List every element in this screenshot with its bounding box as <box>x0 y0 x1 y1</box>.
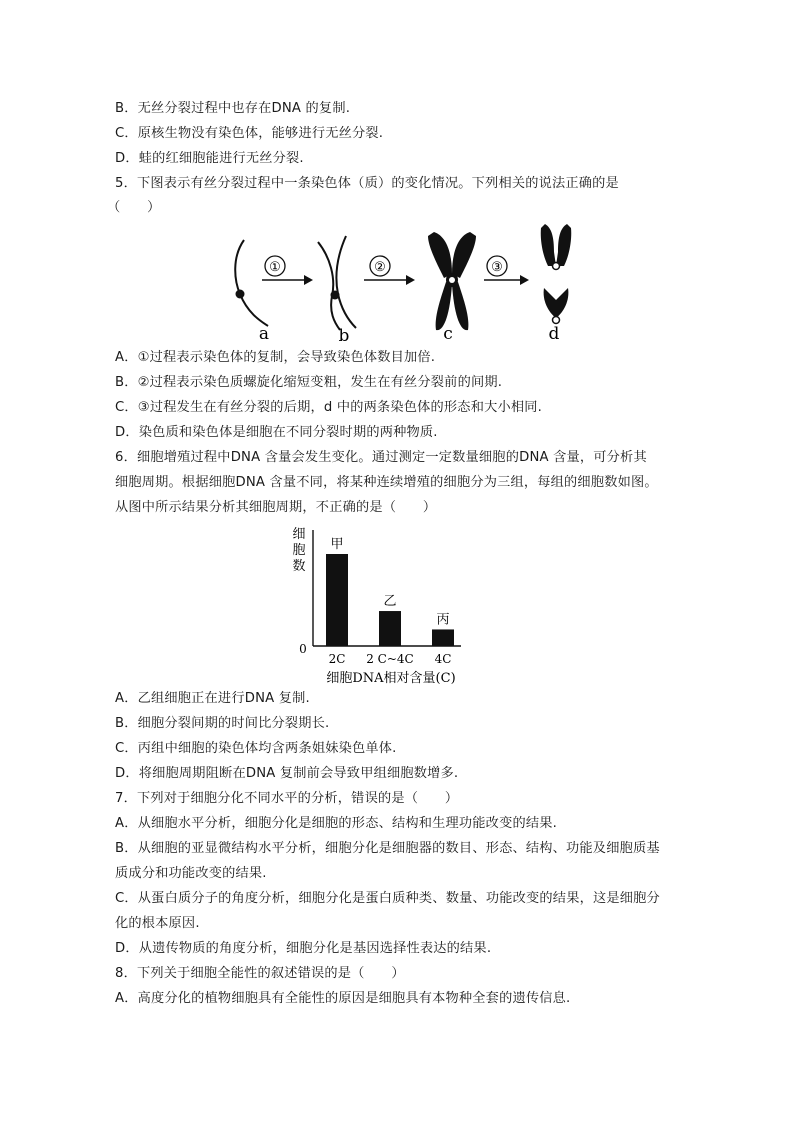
x-tick-label-1: 2C <box>328 652 346 666</box>
q5-option-c: C．③过程发生在有丝分裂的后期，d 中的两条染色体的形态和大小相同. <box>115 400 543 415</box>
step-1-label: ① <box>269 260 281 275</box>
step-2-label: ② <box>374 260 386 275</box>
bar-group-label-1: 甲 <box>330 537 344 552</box>
y-axis-label <box>292 527 305 574</box>
centromere-a <box>236 290 245 299</box>
bar-1 <box>326 554 348 646</box>
line-1: B．无丝分裂过程中也存在DNA 的复制. <box>115 101 351 116</box>
chromosomes-d <box>541 224 571 324</box>
label-c: c <box>443 324 453 344</box>
chromatin-a <box>235 240 268 326</box>
y-axis-label-char-1: 细 <box>292 527 306 542</box>
arrow-3 <box>520 275 529 285</box>
question-6-stem-1: 6．细胞增殖过程中DNA 含量会发生变化。通过测定一定数量细胞的DNA 含量，可分析其 <box>115 450 647 465</box>
q6-option-d: D．将细胞周期阻断在DNA 复制前会导致甲组细胞数增多. <box>115 766 459 781</box>
label-b: b <box>338 326 350 344</box>
label-a: a <box>258 324 270 344</box>
q6-option-b: B．细胞分裂间期的时间比分裂期长. <box>115 716 330 731</box>
question-5-stem: 5．下图表示有丝分裂过程中一条染色体（质）的变化情况。下列相关的说法正确的是 <box>115 176 619 191</box>
x-tick-label-2: 2 C~4C <box>366 652 414 666</box>
chromosome-change-figure <box>214 222 586 344</box>
x-tick-label-3: 4C <box>434 652 452 666</box>
q7-option-c-1: C．从蛋白质分子的角度分析，细胞分化是蛋白质种类、数量、功能改变的结果，这是细胞分 <box>115 891 660 906</box>
q6-option-c: C．丙组中细胞的染色体均含两条姐妹染色单体. <box>115 741 397 756</box>
q5-option-d: D．染色质和染色体是细胞在不同分裂时期的两种物质. <box>115 425 438 440</box>
bar-group-label-2: 乙 <box>383 594 397 610</box>
q7-option-a: A．从细胞水平分析，细胞分化是细胞的形态、结构和生理功能改变的结果. <box>115 816 558 831</box>
question-6-stem-2: 细胞周期。根据细胞DNA 含量不同，将某种连续增殖的细胞分为三组，每组的细胞数如图。 <box>115 475 658 490</box>
y-axis-label-char-2: 胞 <box>292 543 306 558</box>
question-6-stem-3: 从图中所示结果分析其细胞周期，不正确的是（ ） <box>115 500 437 515</box>
bar-group-label-3: 丙 <box>436 612 450 628</box>
y-axis-label-char-3: 数 <box>292 559 306 574</box>
question-5-answer-blank: （ ） <box>107 200 161 215</box>
bar-3 <box>432 629 454 646</box>
question-7-stem: 7．下列对于细胞分化不同水平的分析，错误的是（ ） <box>115 791 459 806</box>
bar-2 <box>379 611 401 646</box>
chromosome-c <box>428 232 476 330</box>
step-3-label: ③ <box>491 260 503 275</box>
q7-option-d: D．从遗传物质的角度分析，细胞分化是基因选择性表达的结果. <box>115 941 492 956</box>
q7-option-c-2: 化的根本原因. <box>115 916 200 931</box>
q6-option-a: A．乙组细胞正在进行DNA 复制. <box>115 691 310 706</box>
label-d: d <box>548 324 560 344</box>
x-axis-label: 细胞DNA相对含量(C) <box>326 671 456 686</box>
origin-label: 0 <box>299 642 307 656</box>
arrow-1 <box>304 275 313 285</box>
q8-option-a: A．高度分化的植物细胞具有全能性的原因是细胞具有本物种全套的遗传信息. <box>115 991 571 1006</box>
q5-option-a: A．①过程表示染色体的复制，会导致染色体数目加倍. <box>115 350 436 365</box>
arrow-2 <box>406 275 415 285</box>
line-2: C．原核生物没有染色体，能够进行无丝分裂. <box>115 126 384 141</box>
question-8-stem: 8．下列关于细胞全能性的叙述错误的是（ ） <box>115 966 405 981</box>
dna-content-bar-chart <box>283 522 483 687</box>
chromatin-b2 <box>336 236 356 328</box>
q5-option-b: B．②过程表示染色质螺旋化缩短变粗，发生在有丝分裂前的间期. <box>115 375 503 390</box>
centromere-b <box>331 291 340 300</box>
q7-option-b-1: B．从细胞的亚显微结构水平分析，细胞分化是细胞器的数目、形态、结构、功能及细胞质基 <box>115 841 660 856</box>
line-3: D．蛙的红细胞能进行无丝分裂. <box>115 151 304 166</box>
q7-option-b-2: 质成分和功能改变的结果. <box>115 866 267 881</box>
